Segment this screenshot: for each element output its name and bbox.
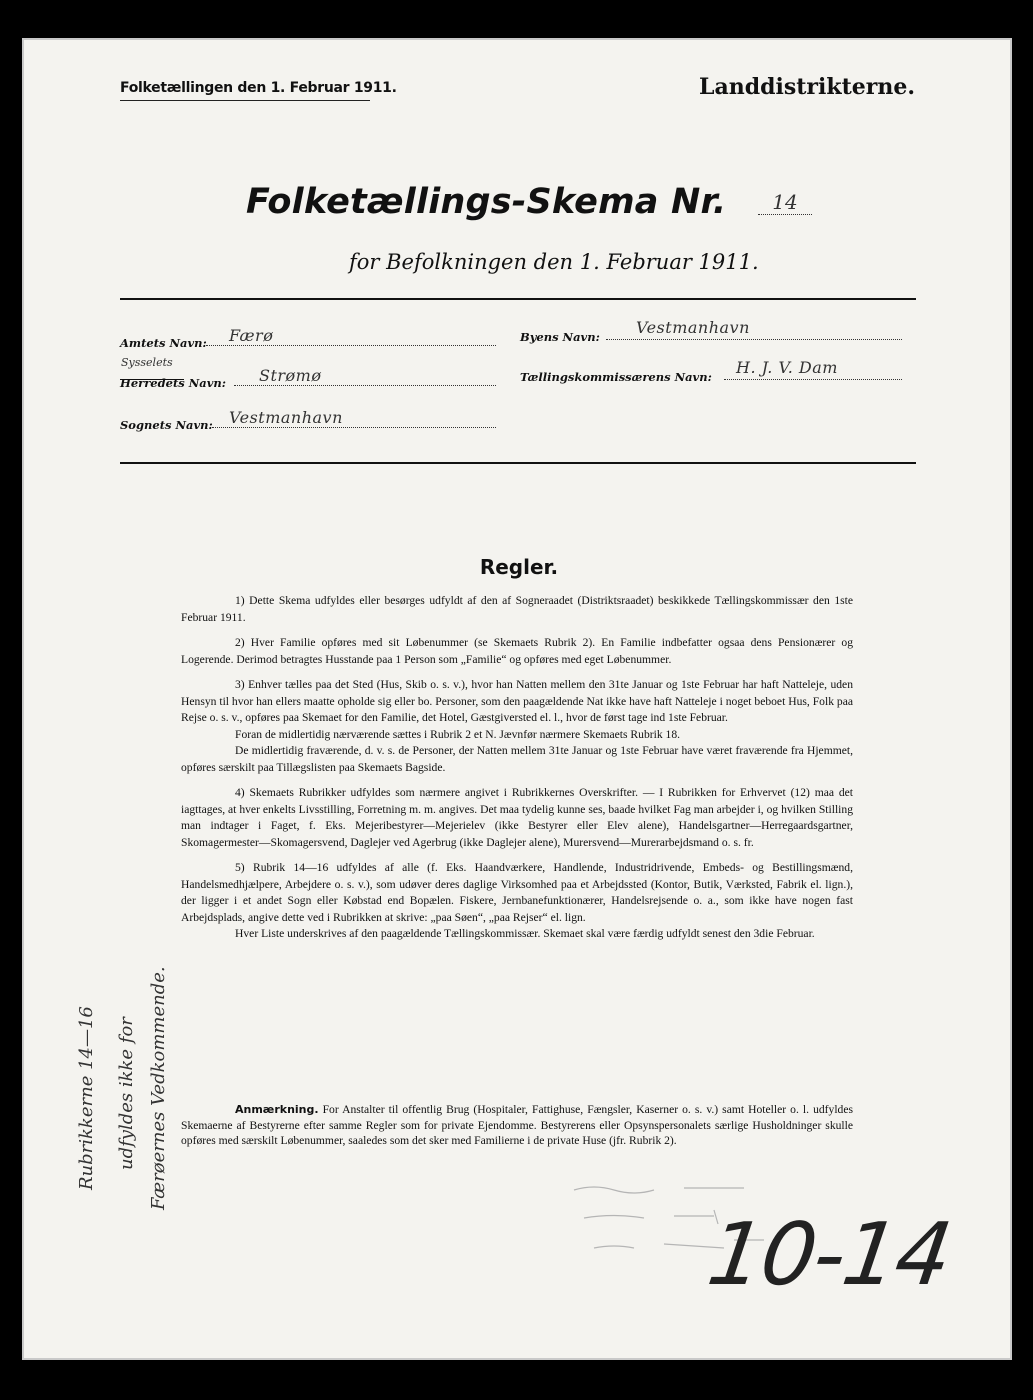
note-text: For Anstalter til offentlig Brug (Hospitaler, Fattighuse, Fængsler, Kaserner o. s. v.) samt Hoteller o. l. udfyldes Skemaerne af Bestyrerne efter samme Regler som for private Ejendomme. Bestyrerens eller Opsynspersonalets særlige Husholdninger skulle opføres med særskilt Løbenummer, saaledes som det sker med Familierne i de private Huse (jfr. Rubrik 2).: [181, 1103, 853, 1147]
form-subtitle: for Befolkningen den 1. Februar 1911.: [349, 250, 759, 274]
byen-line: [606, 338, 902, 340]
side-note-line-3: Færøernes Vedkommende.: [148, 966, 169, 1210]
kommissaer-label: Tællingskommissærens Navn:: [520, 370, 712, 384]
side-note-line-2: udfyldes ikke for: [116, 1017, 137, 1170]
note-label: Anmærkning.: [235, 1103, 319, 1116]
rule-4: 4) Skemaets Rubrikker udfyldes som nærmere angivet i Rubrikkernes Overskrifter. — I Rubrikken for Erhvervet (12) maa det iagttages, at hver enkelts Livsstilling, Forretning m. m. angives. Det maa tydelig kunne ses, baade hvilket Fag man arbejder i, og hvilken Stilling man indtager i Faget, f. Eks. Mejeribestyrer—Mejerielev (ikke Bestyrer eller Elev alene), Handelsgartner—Herregaardsgartner, Skomagermester—Skomagersvend, Daglejer ved Agerbrug (ikke Daglejer alene), Murersvend—Murerarbejdsmand o. s. fr.: [181, 786, 853, 849]
top-divider: [120, 298, 916, 300]
rule-3-fravaerende: De midlertidig fraværende, d. v. s. de Personer, der Natten mellem 31te Januar og 1ste Februar have været fraværende fra Hjemmet, opføres særskilt paa Tillægslisten paa Skemaets Bagside.: [181, 744, 853, 774]
kommissaer-value: H. J. V. Dam: [736, 358, 838, 377]
census-form-sheet: [22, 38, 1012, 1360]
amt-label: Amtets Navn:: [120, 336, 207, 350]
rules-heading: Regler.: [479, 555, 559, 579]
byen-value: Vestmanhavn: [636, 318, 750, 337]
annotation-note: [181, 1102, 853, 1149]
herred-strikethrough: [120, 378, 184, 380]
sogn-line: [212, 426, 496, 428]
handwritten-range: 10-14: [701, 1205, 956, 1305]
rules-body: [181, 593, 853, 952]
form-number: 14: [758, 190, 812, 215]
herred-annotation: Sysselets: [121, 356, 173, 369]
header-district-type: Landdistrikterne.: [699, 74, 915, 100]
sogn-value: Vestmanhavn: [229, 408, 343, 427]
byen-label: Byens Navn:: [520, 330, 600, 344]
rule-signature: Hver Liste underskrives af den paagældende Tællingskommissær. Skemaet skal være færdig udfyldt senest den 3die Februar.: [235, 927, 815, 940]
rule-2: 2) Hver Familie opføres med sit Løbenummer (se Skemaets Rubrik 2). En Familie indbefatter ogsaa dens Pensionærer og Logerende. Derimod betragtes Husstande paa 1 Person som „Familie“ og opføres med eget Løbenummer.: [181, 636, 853, 666]
form-title: Folketællings-Skema Nr.: [246, 182, 727, 222]
rule-5: 5) Rubrik 14—16 udfyldes af alle (f. Eks. Haandværkere, Handlende, Industridrivende, Embeds- og Bestillingsmænd, Handelsmedhjælpere, Arbejdere o. s. v.), som udøver deres daglige Virksomhed paa et Arbejdssted (Kontor, Butik, Værksted, Fabrik el. lign.), der ligger i et andet Sogn eller Købstad end Bopælen. Fiskere, Jernbanefunktionærer, Handelsrejsende o. a., som ikke have nogen fast Arbejdsplads, angive dette ved i Rubrikken at skrive: „paa Søen“, „paa Rejser“ el. lign.: [181, 861, 853, 924]
rule-3: 3) Enhver tælles paa det Sted (Hus, Skib o. s. v.), hvor han Natten mellem den 31te Januar og 1ste Februar har haft Natteleje, uden Hensyn til hvor han ellers maatte opholde sig eller bo. Personer, som den paagældende Nat ikke have haft Natteleje i noget beboet Hus, Folk paa Rejse o. s. v., opføres paa Skemaet for den Familie, det Hotel, Gæstgiversted el. l., hvor de først tage ind 1ste Februar.: [181, 678, 853, 724]
amt-value: Færø: [229, 326, 274, 345]
side-note-line-1: Rubrikkerne 14—16: [76, 1006, 97, 1190]
header-underline: [120, 100, 370, 101]
herred-label: Herredets Navn:: [120, 376, 227, 390]
amt-line: [206, 344, 496, 346]
bottom-divider: [120, 462, 916, 464]
herred-line: [234, 384, 496, 386]
herred-value: Strømø: [259, 366, 322, 385]
kommissaer-line: [724, 378, 902, 380]
sogn-label: Sognets Navn:: [120, 418, 213, 432]
header-census-date: Folketællingen den 1. Februar 1911.: [120, 80, 397, 96]
rule-3-foran: Foran de midlertidig nærværende sættes i Rubrik 2 et N. Jævnfør nærmere Skemaets Rubrik 18.: [235, 727, 681, 741]
rule-1: 1) Dette Skema udfyldes eller besørges udfyldt af den af Sogneraadet (Distriktsraadet) beskikkede Tællingskommissær den 1ste Februar 1911.: [181, 594, 853, 624]
